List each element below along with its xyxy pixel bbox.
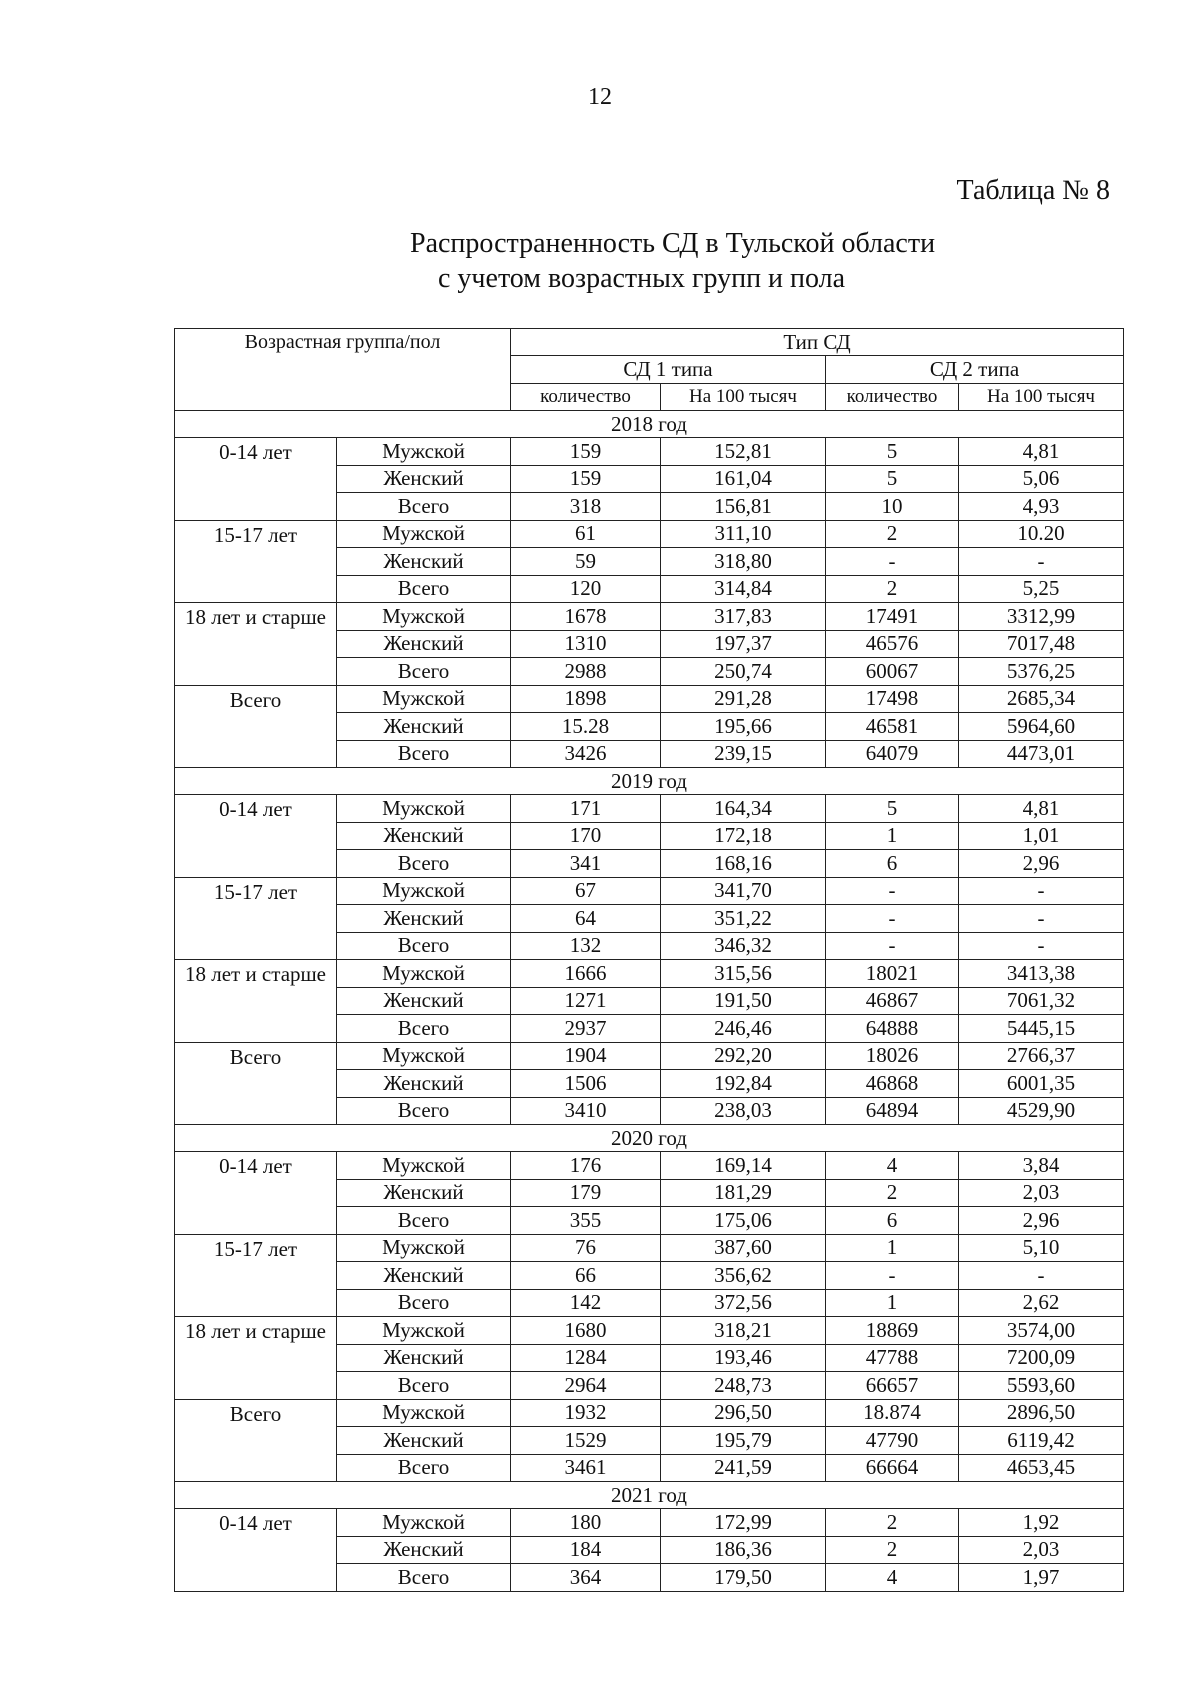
type2-count-cell: 66657: [826, 1372, 959, 1400]
type1-rate-cell: 193,46: [661, 1344, 826, 1372]
type2-count-cell: 1: [826, 822, 959, 850]
type1-rate-cell: 191,50: [661, 987, 826, 1015]
type2-rate-cell: 3413,38: [959, 960, 1124, 988]
sex-cell: Всего: [337, 1015, 511, 1043]
type1-count-cell: 2937: [511, 1015, 661, 1043]
table-row: [175, 603, 1124, 631]
table-number: Таблица № 8: [956, 175, 1110, 206]
table-row: [175, 1399, 1124, 1427]
type2-count-cell: 18869: [826, 1317, 959, 1345]
type2-rate-cell: 2,03: [959, 1536, 1124, 1564]
title-line-2: с учетом возрастных групп и пола: [438, 263, 846, 294]
type2-count-cell: 60067: [826, 658, 959, 686]
sex-cell: Мужской: [337, 1042, 511, 1070]
sex-cell: Всего: [337, 1207, 511, 1235]
age-group-cell: 0-14 лет: [175, 1152, 337, 1235]
table-row: [175, 438, 1124, 466]
type1-rate-cell: 197,37: [661, 630, 826, 658]
sex-cell: Женский: [337, 1427, 511, 1455]
type2-rate-cell: 4653,45: [959, 1454, 1124, 1482]
type2-count-cell: 2: [826, 1536, 959, 1564]
type2-rate-cell: 6001,35: [959, 1070, 1124, 1098]
type1-rate-cell: 168,16: [661, 850, 826, 878]
table-title: [410, 226, 935, 296]
year-label: 2018 год: [175, 411, 1124, 438]
age-group-cell: Всего: [175, 685, 337, 768]
type2-rate-cell: -: [959, 877, 1124, 905]
table-row: [175, 1234, 1124, 1262]
type2-rate-cell: 7061,32: [959, 987, 1124, 1015]
sex-cell: Мужской: [337, 1399, 511, 1427]
header-row-1: [175, 329, 1124, 356]
sex-cell: Всего: [337, 575, 511, 603]
type2-rate-cell: 3312,99: [959, 603, 1124, 631]
type1-count-cell: 1666: [511, 960, 661, 988]
sex-cell: Мужской: [337, 1317, 511, 1345]
type2-count-cell: 5: [826, 465, 959, 493]
age-group-cell: Всего: [175, 1042, 337, 1125]
type1-count-cell: 341: [511, 850, 661, 878]
type1-rate-cell: 172,99: [661, 1509, 826, 1537]
sex-cell: Всего: [337, 850, 511, 878]
type1-count-cell: 1898: [511, 685, 661, 713]
table-row: [175, 877, 1124, 905]
type2-rate-cell: 1,97: [959, 1564, 1124, 1592]
sex-cell: Мужской: [337, 603, 511, 631]
type2-count-cell: 6: [826, 1207, 959, 1235]
type2-count-cell: -: [826, 905, 959, 933]
type1-rate-cell: 156,81: [661, 493, 826, 521]
type1-count-cell: 364: [511, 1564, 661, 1592]
type2-count-cell: 64894: [826, 1097, 959, 1125]
age-group-cell: 0-14 лет: [175, 1509, 337, 1592]
type2-count-cell: -: [826, 548, 959, 576]
type1-count-cell: 318: [511, 493, 661, 521]
sex-cell: Всего: [337, 493, 511, 521]
type1-count-cell: 1271: [511, 987, 661, 1015]
type2-count-cell: 2: [826, 520, 959, 548]
type2-rate-cell: 5,25: [959, 575, 1124, 603]
type2-count-cell: 47788: [826, 1344, 959, 1372]
type1-rate-cell: 181,29: [661, 1179, 826, 1207]
type1-count-cell: 3426: [511, 740, 661, 768]
type1-rate-cell: 356,62: [661, 1262, 826, 1290]
type1-count-cell: 3410: [511, 1097, 661, 1125]
sex-cell: Женский: [337, 1179, 511, 1207]
type2-rate-cell: 4529,90: [959, 1097, 1124, 1125]
sex-cell: Всего: [337, 1372, 511, 1400]
type1-rate-cell: 372,56: [661, 1289, 826, 1317]
type2-rate-cell: -: [959, 548, 1124, 576]
type1-count-cell: 1284: [511, 1344, 661, 1372]
type1-rate-cell: 164,34: [661, 795, 826, 823]
sex-cell: Мужской: [337, 960, 511, 988]
type1-rate-cell: 175,06: [661, 1207, 826, 1235]
age-group-cell: 15-17 лет: [175, 1234, 337, 1317]
sex-cell: Мужской: [337, 877, 511, 905]
sex-cell: Мужской: [337, 685, 511, 713]
type1-count-cell: 59: [511, 548, 661, 576]
type2-count-cell: 5: [826, 438, 959, 466]
table-row: [175, 1317, 1124, 1345]
type2-rate-cell: 5376,25: [959, 658, 1124, 686]
sex-cell: Женский: [337, 1070, 511, 1098]
age-group-cell: 0-14 лет: [175, 438, 337, 521]
sex-cell: Мужской: [337, 438, 511, 466]
type2-count-cell: -: [826, 932, 959, 960]
type2-count-cell: 2: [826, 1179, 959, 1207]
type1-count-cell: 355: [511, 1207, 661, 1235]
sex-cell: Женский: [337, 1262, 511, 1290]
type2-count-cell: 66664: [826, 1454, 959, 1482]
type1-rate-cell: 169,14: [661, 1152, 826, 1180]
type2-count-cell: 18021: [826, 960, 959, 988]
type1-count-cell: 1680: [511, 1317, 661, 1345]
type1-count-cell: 61: [511, 520, 661, 548]
type2-count-cell: 64888: [826, 1015, 959, 1043]
sex-cell: Всего: [337, 1289, 511, 1317]
sex-cell: Мужской: [337, 1152, 511, 1180]
header-rate-type2: На 100 тысяч: [959, 383, 1124, 411]
type2-count-cell: 46576: [826, 630, 959, 658]
table-body: [175, 329, 1124, 1592]
sex-cell: Всего: [337, 658, 511, 686]
type2-rate-cell: 10.20: [959, 520, 1124, 548]
type2-rate-cell: 2,96: [959, 1207, 1124, 1235]
year-row: [175, 1125, 1124, 1152]
type2-count-cell: 2: [826, 1509, 959, 1537]
type2-count-cell: 18.874: [826, 1399, 959, 1427]
type2-rate-cell: 7200,09: [959, 1344, 1124, 1372]
type2-rate-cell: 7017,48: [959, 630, 1124, 658]
sex-cell: Женский: [337, 630, 511, 658]
type2-rate-cell: 2766,37: [959, 1042, 1124, 1070]
type2-count-cell: 64079: [826, 740, 959, 768]
sex-cell: Женский: [337, 905, 511, 933]
sex-cell: Женский: [337, 548, 511, 576]
type2-count-cell: 18026: [826, 1042, 959, 1070]
type2-rate-cell: 2685,34: [959, 685, 1124, 713]
header-count-type2: количество: [826, 383, 959, 411]
age-group-cell: 18 лет и старше: [175, 960, 337, 1043]
header-type: Тип СД: [511, 329, 1124, 356]
type2-rate-cell: 1,01: [959, 822, 1124, 850]
type1-rate-cell: 186,36: [661, 1536, 826, 1564]
type2-count-cell: 47790: [826, 1427, 959, 1455]
age-group-cell: 18 лет и старше: [175, 603, 337, 686]
year-row: [175, 768, 1124, 795]
header-type1: СД 1 типа: [511, 356, 826, 384]
type1-rate-cell: 314,84: [661, 575, 826, 603]
type1-rate-cell: 195,79: [661, 1427, 826, 1455]
type2-rate-cell: 4,93: [959, 493, 1124, 521]
year-label: 2021 год: [175, 1482, 1124, 1509]
type1-rate-cell: 346,32: [661, 932, 826, 960]
type2-rate-cell: 5593,60: [959, 1372, 1124, 1400]
page-number: 12: [588, 84, 612, 110]
header-count-type1: количество: [511, 383, 661, 411]
type1-count-cell: 1932: [511, 1399, 661, 1427]
sex-cell: Всего: [337, 1097, 511, 1125]
sex-cell: Мужской: [337, 1509, 511, 1537]
type2-rate-cell: 2,03: [959, 1179, 1124, 1207]
type1-rate-cell: 291,28: [661, 685, 826, 713]
table-row: [175, 1152, 1124, 1180]
type1-count-cell: 180: [511, 1509, 661, 1537]
sex-cell: Всего: [337, 1564, 511, 1592]
type1-rate-cell: 250,74: [661, 658, 826, 686]
age-group-cell: Всего: [175, 1399, 337, 1482]
table-row: [175, 685, 1124, 713]
table-row: [175, 1509, 1124, 1537]
table-row: [175, 795, 1124, 823]
type2-count-cell: 1: [826, 1289, 959, 1317]
header-type2: СД 2 типа: [826, 356, 1124, 384]
type2-count-cell: -: [826, 1262, 959, 1290]
age-group-cell: 18 лет и старше: [175, 1317, 337, 1400]
age-group-cell: 0-14 лет: [175, 795, 337, 878]
type1-rate-cell: 241,59: [661, 1454, 826, 1482]
type1-count-cell: 132: [511, 932, 661, 960]
type1-count-cell: 1529: [511, 1427, 661, 1455]
type1-count-cell: 1310: [511, 630, 661, 658]
type2-count-cell: 6: [826, 850, 959, 878]
type2-rate-cell: 4473,01: [959, 740, 1124, 768]
type1-count-cell: 15.28: [511, 713, 661, 741]
type1-rate-cell: 296,50: [661, 1399, 826, 1427]
sex-cell: Женский: [337, 713, 511, 741]
type2-count-cell: 10: [826, 493, 959, 521]
type1-count-cell: 120: [511, 575, 661, 603]
type1-rate-cell: 387,60: [661, 1234, 826, 1262]
type1-count-cell: 67: [511, 877, 661, 905]
age-group-cell: 15-17 лет: [175, 877, 337, 960]
type2-rate-cell: -: [959, 1262, 1124, 1290]
type2-count-cell: 17491: [826, 603, 959, 631]
type1-count-cell: 3461: [511, 1454, 661, 1482]
type1-rate-cell: 195,66: [661, 713, 826, 741]
sex-cell: Женский: [337, 1536, 511, 1564]
sex-cell: Мужской: [337, 795, 511, 823]
sex-cell: Мужской: [337, 1234, 511, 1262]
age-group-cell: 15-17 лет: [175, 520, 337, 603]
type1-count-cell: 2988: [511, 658, 661, 686]
type1-count-cell: 76: [511, 1234, 661, 1262]
table-row: [175, 1042, 1124, 1070]
sex-cell: Женский: [337, 1344, 511, 1372]
year-row: [175, 411, 1124, 438]
type2-rate-cell: 6119,42: [959, 1427, 1124, 1455]
type2-rate-cell: 2896,50: [959, 1399, 1124, 1427]
type1-count-cell: 184: [511, 1536, 661, 1564]
type2-rate-cell: 5445,15: [959, 1015, 1124, 1043]
sex-cell: Мужской: [337, 520, 511, 548]
table-row: [175, 960, 1124, 988]
type2-rate-cell: -: [959, 905, 1124, 933]
type1-rate-cell: 248,73: [661, 1372, 826, 1400]
type2-rate-cell: 5,06: [959, 465, 1124, 493]
type1-rate-cell: 315,56: [661, 960, 826, 988]
type1-count-cell: 159: [511, 438, 661, 466]
type1-count-cell: 1904: [511, 1042, 661, 1070]
sex-cell: Женский: [337, 822, 511, 850]
type2-count-cell: 46867: [826, 987, 959, 1015]
type1-rate-cell: 179,50: [661, 1564, 826, 1592]
type2-count-cell: 46581: [826, 713, 959, 741]
type2-count-cell: 46868: [826, 1070, 959, 1098]
type1-count-cell: 66: [511, 1262, 661, 1290]
sex-cell: Всего: [337, 1454, 511, 1482]
sex-cell: Женский: [337, 465, 511, 493]
type1-count-cell: 1678: [511, 603, 661, 631]
type2-count-cell: 4: [826, 1152, 959, 1180]
type2-count-cell: 5: [826, 795, 959, 823]
title-line-1: Распространенность СД в Тульской области: [410, 228, 936, 259]
type1-count-cell: 159: [511, 465, 661, 493]
type1-rate-cell: 239,15: [661, 740, 826, 768]
type2-rate-cell: 3574,00: [959, 1317, 1124, 1345]
type1-rate-cell: 246,46: [661, 1015, 826, 1043]
type2-rate-cell: 2,96: [959, 850, 1124, 878]
type2-rate-cell: 4,81: [959, 795, 1124, 823]
year-label: 2020 год: [175, 1125, 1124, 1152]
type2-count-cell: 17498: [826, 685, 959, 713]
type1-rate-cell: 341,70: [661, 877, 826, 905]
header-rate-type1: На 100 тысяч: [661, 383, 826, 411]
sex-cell: Всего: [337, 740, 511, 768]
sex-cell: Всего: [337, 932, 511, 960]
type2-rate-cell: -: [959, 932, 1124, 960]
type1-count-cell: 171: [511, 795, 661, 823]
type1-count-cell: 64: [511, 905, 661, 933]
type1-rate-cell: 317,83: [661, 603, 826, 631]
type1-count-cell: 170: [511, 822, 661, 850]
type2-rate-cell: 5964,60: [959, 713, 1124, 741]
type2-count-cell: 1: [826, 1234, 959, 1262]
prevalence-table: [174, 328, 1124, 1592]
type1-rate-cell: 311,10: [661, 520, 826, 548]
year-row: [175, 1482, 1124, 1509]
type2-rate-cell: 5,10: [959, 1234, 1124, 1262]
type1-rate-cell: 351,22: [661, 905, 826, 933]
type1-count-cell: 179: [511, 1179, 661, 1207]
type1-count-cell: 142: [511, 1289, 661, 1317]
type1-rate-cell: 172,18: [661, 822, 826, 850]
type2-count-cell: -: [826, 877, 959, 905]
type1-rate-cell: 292,20: [661, 1042, 826, 1070]
table-row: [175, 520, 1124, 548]
type1-rate-cell: 318,21: [661, 1317, 826, 1345]
type1-rate-cell: 152,81: [661, 438, 826, 466]
type2-rate-cell: 1,92: [959, 1509, 1124, 1537]
type1-count-cell: 2964: [511, 1372, 661, 1400]
type1-rate-cell: 192,84: [661, 1070, 826, 1098]
header-age-sex: Возрастная группа/пол: [175, 329, 511, 411]
type2-count-cell: 4: [826, 1564, 959, 1592]
type1-count-cell: 1506: [511, 1070, 661, 1098]
type2-rate-cell: 2,62: [959, 1289, 1124, 1317]
sex-cell: Женский: [337, 987, 511, 1015]
type1-rate-cell: 238,03: [661, 1097, 826, 1125]
year-label: 2019 год: [175, 768, 1124, 795]
type2-count-cell: 2: [826, 575, 959, 603]
type1-rate-cell: 318,80: [661, 548, 826, 576]
type1-rate-cell: 161,04: [661, 465, 826, 493]
type2-rate-cell: 4,81: [959, 438, 1124, 466]
type2-rate-cell: 3,84: [959, 1152, 1124, 1180]
type1-count-cell: 176: [511, 1152, 661, 1180]
